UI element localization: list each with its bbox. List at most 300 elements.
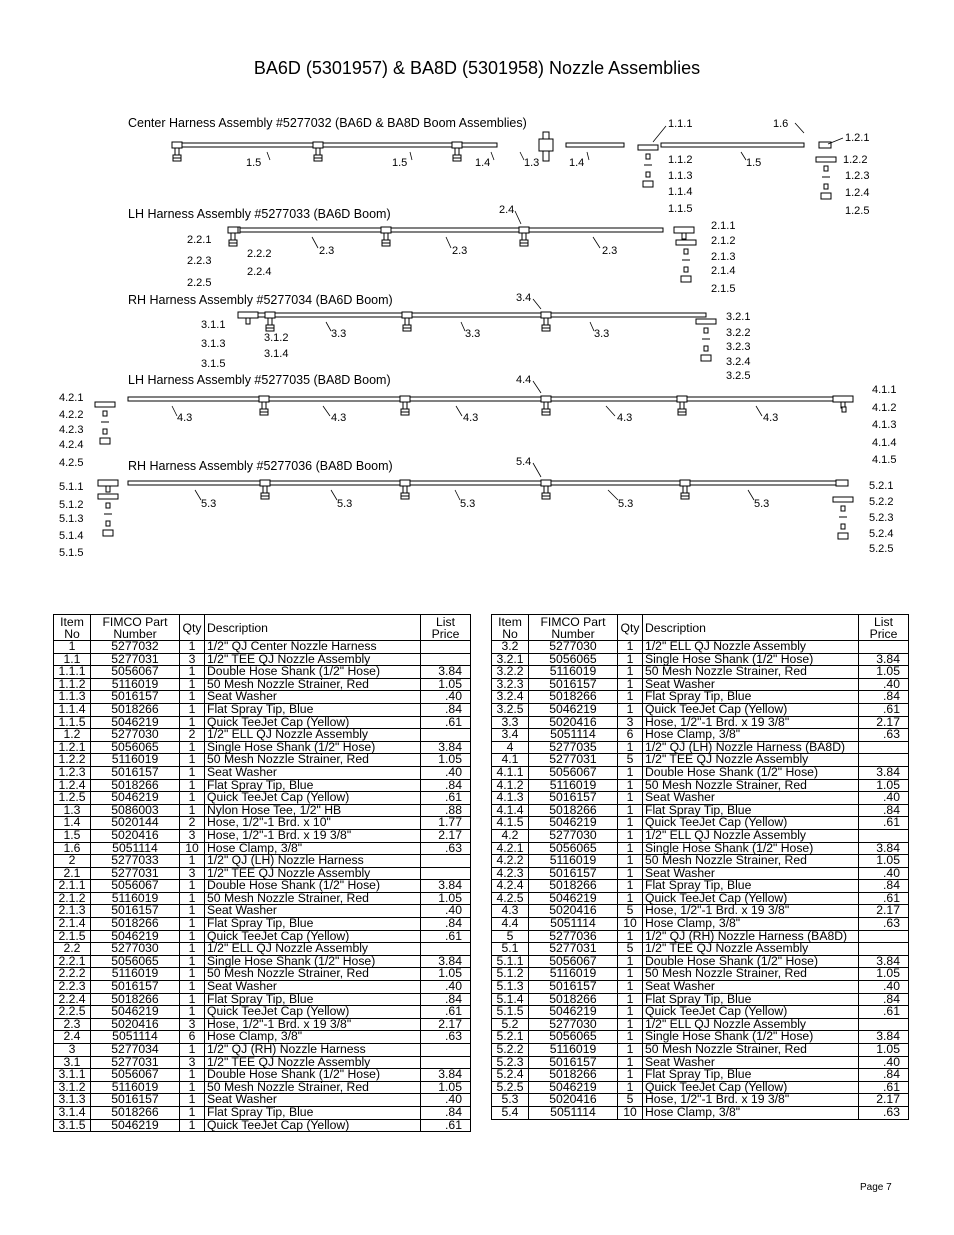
callout-4.3: 4.3	[763, 412, 779, 424]
cell-part-number: 5116019	[529, 666, 618, 679]
leader-line	[653, 126, 666, 142]
cell-list-price	[859, 829, 909, 842]
cell-description: 50 Mesh Nozzle Strainer, Red	[643, 855, 859, 868]
cell-part-number: 5018266	[91, 918, 180, 931]
callout-1.4: 1.4	[569, 157, 585, 169]
table-row	[492, 653, 909, 666]
cell-list-price: .40	[859, 678, 909, 691]
table-row	[492, 968, 909, 981]
cell-qty: 1	[618, 955, 643, 968]
callout-2.3: 2.3	[602, 245, 618, 257]
header-part-number: FIMCO Part Number	[91, 615, 180, 641]
callout-3.2.2: 3.2.2	[726, 327, 751, 339]
cell-description: 1/2" QJ Center Nozzle Harness	[205, 641, 421, 654]
cell-part-number: 5116019	[529, 1044, 618, 1057]
callout-1.2.5: 1.2.5	[845, 205, 870, 217]
table-row	[492, 804, 909, 817]
cell-description: Quick TeeJet Cap (Yellow)	[205, 792, 421, 805]
cell-part-number: 5116019	[529, 855, 618, 868]
cell-list-price: .61	[859, 1006, 909, 1019]
table-row	[492, 943, 909, 956]
cell-description: Seat Washer	[643, 867, 859, 880]
hose	[128, 481, 843, 485]
cell-item-no: 2.2.5	[54, 1006, 91, 1019]
cell-item-no: 4.2.5	[492, 892, 529, 905]
leader-line	[608, 490, 618, 500]
cell-list-price: .84	[421, 1106, 471, 1119]
cell-qty: 1	[180, 943, 205, 956]
cell-item-no: 5.1.2	[492, 968, 529, 981]
cell-part-number: 5018266	[91, 993, 180, 1006]
cell-qty: 10	[180, 842, 205, 855]
cell-qty: 1	[618, 666, 643, 679]
cell-list-price: .40	[859, 981, 909, 994]
cell-part-number: 5277033	[91, 855, 180, 868]
cell-part-number: 5018266	[529, 993, 618, 1006]
cell-item-no: 1.1	[54, 653, 91, 666]
table-row	[492, 678, 909, 691]
table-row	[492, 691, 909, 704]
header-description: Description	[205, 615, 421, 641]
callout-4.2.5: 4.2.5	[59, 457, 84, 469]
cell-part-number: 5046219	[529, 817, 618, 830]
cell-item-no: 3.2.5	[492, 703, 529, 716]
cell-description: 50 Mesh Nozzle Strainer, Red	[643, 968, 859, 981]
cell-description: Quick TeeJet Cap (Yellow)	[205, 930, 421, 943]
cell-description: Seat Washer	[205, 691, 421, 704]
callout-4.1.3: 4.1.3	[872, 419, 897, 431]
exploded-tip	[646, 172, 650, 177]
cell-description: 1/2" ELL QJ Nozzle Assembly	[205, 943, 421, 956]
callout-3.1.4: 3.1.4	[264, 348, 289, 360]
cell-item-no: 1.1.4	[54, 703, 91, 716]
cell-list-price: 1.05	[421, 678, 471, 691]
leader-line	[410, 152, 412, 160]
heading-lh-harness-ba8d: LH Harness Assembly #5277035 (BA8D Boom)	[128, 373, 391, 387]
callout-2.2.3: 2.2.3	[187, 255, 212, 267]
table-row	[492, 955, 909, 968]
callout-3.1.5: 3.1.5	[201, 358, 226, 370]
callout-4.1.1: 4.1.1	[872, 384, 897, 396]
cell-description: Flat Spray Tip, Blue	[205, 703, 421, 716]
nozzle-shank	[263, 486, 267, 493]
cell-qty: 1	[618, 842, 643, 855]
cell-item-no: 2.2.1	[54, 955, 91, 968]
tee-stem	[106, 486, 110, 492]
cell-list-price: 2.17	[859, 1094, 909, 1107]
callout-3.3: 3.3	[594, 328, 610, 340]
callout-1.5: 1.5	[746, 157, 762, 169]
callout-2.2.2: 2.2.2	[247, 248, 272, 260]
cell-list-price: .40	[421, 766, 471, 779]
cell-list-price: 2.17	[859, 716, 909, 729]
exploded-shank	[816, 157, 836, 162]
cell-list-price: 3.84	[859, 766, 909, 779]
nozzle-shank	[384, 233, 388, 240]
cell-list-price: 1.77	[421, 817, 471, 830]
table-row	[492, 1006, 909, 1019]
cell-item-no: 5.2.3	[492, 1056, 529, 1069]
cell-qty: 1	[180, 1081, 205, 1094]
callout-5.1.1: 5.1.1	[59, 481, 84, 493]
hose	[566, 143, 624, 147]
table-row	[492, 766, 909, 779]
exploded-cap	[701, 355, 711, 361]
cell-description: 50 Mesh Nozzle Strainer, Red	[205, 754, 421, 767]
cell-list-price: 2.17	[859, 905, 909, 918]
table-row	[54, 1044, 471, 1057]
cell-part-number: 5277030	[529, 829, 618, 842]
leader-line	[606, 406, 615, 416]
table-row	[492, 641, 909, 654]
cell-part-number: 5277031	[91, 1056, 180, 1069]
cell-part-number: 5056067	[91, 880, 180, 893]
cell-qty: 1	[618, 855, 643, 868]
cell-item-no: 3.1	[54, 1056, 91, 1069]
cell-description: Hose Clamp, 3/8"	[643, 918, 859, 931]
cell-list-price: .88	[421, 804, 471, 817]
callout-5.4: 5.4	[516, 456, 532, 468]
table-row	[54, 754, 471, 767]
exploded-cap	[643, 181, 653, 187]
cell-part-number: 5046219	[91, 930, 180, 943]
cell-qty: 1	[618, 993, 643, 1006]
cell-part-number: 5056067	[91, 666, 180, 679]
cell-part-number: 5116019	[529, 968, 618, 981]
cell-qty: 5	[618, 905, 643, 918]
callout-4.2.1: 4.2.1	[59, 392, 84, 404]
cell-part-number: 5277031	[91, 653, 180, 666]
cell-part-number: 5046219	[529, 703, 618, 716]
cell-item-no: 5.3	[492, 1094, 529, 1107]
callout-3.1.2: 3.1.2	[264, 332, 289, 344]
nozzle-shank	[405, 318, 409, 325]
header-item-no: Item No	[492, 615, 529, 641]
cell-description: Double Hose Shank (1/2" Hose)	[205, 1069, 421, 1082]
cell-list-price: .61	[421, 1006, 471, 1019]
cell-description: Flat Spray Tip, Blue	[643, 691, 859, 704]
cell-list-price: .40	[421, 1094, 471, 1107]
cell-qty: 1	[180, 905, 205, 918]
leader-line	[456, 406, 462, 416]
cell-item-no: 5.2.4	[492, 1069, 529, 1082]
cell-item-no: 5.1.4	[492, 993, 529, 1006]
cell-qty: 1	[618, 1006, 643, 1019]
cell-qty: 1	[180, 678, 205, 691]
cell-list-price: .63	[421, 842, 471, 855]
cell-description: Flat Spray Tip, Blue	[205, 993, 421, 1006]
cell-item-no: 2.3	[54, 1018, 91, 1031]
table-row	[492, 892, 909, 905]
table-row	[492, 716, 909, 729]
cell-list-price: .84	[421, 993, 471, 1006]
cell-item-no: 1.4	[54, 817, 91, 830]
cell-item-no: 4.1.2	[492, 779, 529, 792]
cell-description: Hose, 1/2"-1 Brd. x 19 3/8"	[205, 829, 421, 842]
cell-qty: 2	[180, 729, 205, 742]
cell-list-price	[859, 641, 909, 654]
cell-list-price: 1.05	[859, 779, 909, 792]
table-row	[492, 729, 909, 742]
cell-qty: 1	[618, 1044, 643, 1057]
exploded-cap	[838, 533, 848, 539]
cell-list-price: 2.17	[421, 829, 471, 842]
callout-1.2.4: 1.2.4	[845, 187, 870, 199]
cell-list-price: 3.84	[859, 955, 909, 968]
nylon-hose-tee	[539, 139, 553, 151]
leader-line	[756, 406, 762, 416]
cell-list-price	[421, 855, 471, 868]
table-row	[54, 867, 471, 880]
cell-part-number: 5277031	[91, 867, 180, 880]
cell-description: Hose Clamp, 3/8"	[643, 729, 859, 742]
callout-2.2.1: 2.2.1	[187, 234, 212, 246]
cell-list-price: .40	[421, 691, 471, 704]
cell-item-no: 1.2.5	[54, 792, 91, 805]
cell-part-number: 5018266	[529, 880, 618, 893]
exploded-strainer	[646, 154, 650, 159]
exploded-strainer	[841, 506, 845, 511]
exploded-tip	[841, 524, 845, 529]
exploded-shank	[833, 497, 853, 502]
cell-item-no: 1.1.3	[54, 691, 91, 704]
callout-1.2.3: 1.2.3	[845, 170, 870, 182]
cell-qty: 1	[180, 666, 205, 679]
cell-part-number: 5046219	[91, 716, 180, 729]
table-row	[492, 905, 909, 918]
cell-item-no: 2.4	[54, 1031, 91, 1044]
cell-qty: 1	[180, 892, 205, 905]
cell-part-number: 5020416	[529, 905, 618, 918]
callout-4.3: 4.3	[463, 412, 479, 424]
callout-4.1.4: 4.1.4	[872, 437, 897, 449]
table-row	[54, 943, 471, 956]
cell-part-number: 5016157	[91, 981, 180, 994]
leader-line	[533, 381, 541, 393]
cell-part-number: 5277030	[529, 641, 618, 654]
cell-item-no: 1.3	[54, 804, 91, 817]
cell-qty: 3	[180, 1056, 205, 1069]
cell-description: Hose, 1/2"-1 Brd. x 19 3/8"	[643, 1094, 859, 1107]
callout-4.1.5: 4.1.5	[872, 454, 897, 466]
cell-list-price	[859, 943, 909, 956]
callout-5.2.2: 5.2.2	[869, 496, 894, 508]
table-row	[492, 842, 909, 855]
table-row	[492, 703, 909, 716]
cell-description: 1/2" TEE QJ Nozzle Assembly	[205, 867, 421, 880]
cell-description: Hose Clamp, 3/8"	[205, 1031, 421, 1044]
cell-part-number: 5056067	[91, 1069, 180, 1082]
cell-list-price: .61	[421, 930, 471, 943]
callout-2.3: 2.3	[452, 245, 468, 257]
cell-description: 1/2" ELL QJ Nozzle Assembly	[643, 829, 859, 842]
cell-description: Hose, 1/2"-1 Brd. x 10"	[205, 817, 421, 830]
table-row	[492, 993, 909, 1006]
cell-item-no: 5	[492, 930, 529, 943]
cell-qty: 3	[180, 653, 205, 666]
table-row	[54, 666, 471, 679]
callout-2.2.4: 2.2.4	[247, 266, 272, 278]
nozzle-shank	[403, 486, 407, 493]
table-row	[54, 792, 471, 805]
cell-description: 1/2" TEE QJ Nozzle Assembly	[643, 943, 859, 956]
cell-description: Quick TeeJet Cap (Yellow)	[205, 1006, 421, 1019]
table-row	[54, 880, 471, 893]
cell-item-no: 4	[492, 741, 529, 754]
cell-description: Flat Spray Tip, Blue	[643, 1069, 859, 1082]
exploded-tip	[704, 346, 708, 351]
cell-part-number: 5277031	[529, 754, 618, 767]
nozzle-shank	[403, 402, 407, 409]
cell-item-no: 1.2.3	[54, 766, 91, 779]
cell-part-number: 5277030	[529, 1018, 618, 1031]
hose	[233, 228, 663, 232]
cell-part-number: 5018266	[91, 703, 180, 716]
cell-part-number: 5051114	[91, 1031, 180, 1044]
cell-qty: 1	[180, 1119, 205, 1132]
cell-description: Double Hose Shank (1/2" Hose)	[643, 766, 859, 779]
cell-part-number: 5116019	[529, 779, 618, 792]
exploded-strainer	[106, 503, 110, 508]
cell-item-no: 5.1.5	[492, 1006, 529, 1019]
cell-qty: 1	[618, 829, 643, 842]
cell-qty: 1	[618, 1069, 643, 1082]
cell-qty: 1	[180, 741, 205, 754]
cell-item-no: 2	[54, 855, 91, 868]
cell-description: Seat Washer	[643, 1056, 859, 1069]
cell-list-price: .40	[421, 981, 471, 994]
cell-description: 1/2" QJ (LH) Nozzle Harness (BA8D)	[643, 741, 859, 754]
cell-part-number: 5116019	[91, 754, 180, 767]
cell-qty: 1	[618, 792, 643, 805]
exploded-strainer	[842, 407, 846, 412]
cell-qty: 3	[180, 1018, 205, 1031]
cell-part-number: 5056067	[529, 766, 618, 779]
cell-part-number: 5051114	[529, 729, 618, 742]
cell-list-price: .61	[421, 792, 471, 805]
cell-item-no: 1	[54, 641, 91, 654]
callout-1.1.4: 1.1.4	[668, 186, 693, 198]
heading-rh-harness-ba8d: RH Harness Assembly #5277036 (BA8D Boom)	[128, 459, 393, 473]
table-header-row	[54, 615, 471, 641]
cell-description: 1/2" TEE QJ Nozzle Assembly	[205, 1056, 421, 1069]
cell-part-number: 5056065	[529, 1031, 618, 1044]
callout-2.3: 2.3	[319, 245, 335, 257]
exploded-strainer	[704, 328, 708, 333]
callout-5.2.3: 5.2.3	[869, 512, 894, 524]
table-row	[54, 1018, 471, 1031]
table-row	[492, 1056, 909, 1069]
leader-line	[446, 237, 451, 248]
cell-list-price: .84	[859, 993, 909, 1006]
table-row	[54, 729, 471, 742]
cell-item-no: 2.2	[54, 943, 91, 956]
table-row	[54, 691, 471, 704]
cell-list-price: 3.84	[421, 955, 471, 968]
callout-2.1.4: 2.1.4	[711, 265, 736, 277]
cell-qty: 1	[180, 1044, 205, 1057]
cell-qty: 1	[180, 1094, 205, 1107]
cell-qty: 1	[180, 779, 205, 792]
cell-item-no: 5.2.2	[492, 1044, 529, 1057]
cell-list-price: .61	[859, 1081, 909, 1094]
header-part-number: FIMCO Part Number	[529, 615, 618, 641]
cell-list-price: .84	[421, 703, 471, 716]
cell-part-number: 5277031	[529, 943, 618, 956]
callout-3.2.1: 3.2.1	[726, 311, 751, 323]
table-row	[54, 892, 471, 905]
nozzle-body	[541, 480, 551, 486]
cell-item-no: 5.2	[492, 1018, 529, 1031]
callout-2.2.5: 2.2.5	[187, 277, 212, 289]
cell-list-price	[421, 729, 471, 742]
cell-part-number: 5116019	[91, 968, 180, 981]
callout-1.1.3: 1.1.3	[668, 170, 693, 182]
cell-item-no: 4.1.3	[492, 792, 529, 805]
tee-stem	[246, 318, 250, 324]
cell-description: 1/2" QJ (LH) Nozzle Harness	[205, 855, 421, 868]
cell-part-number: 5046219	[91, 1119, 180, 1132]
table-row	[54, 918, 471, 931]
nozzle-shank	[544, 486, 548, 493]
cell-part-number: 5016157	[529, 981, 618, 994]
cell-description: Double Hose Shank (1/2" Hose)	[205, 880, 421, 893]
cell-qty: 1	[618, 641, 643, 654]
table-row	[492, 666, 909, 679]
table-row	[492, 1106, 909, 1119]
cell-qty: 3	[618, 716, 643, 729]
cell-list-price: .40	[859, 1056, 909, 1069]
cell-item-no: 5.2.5	[492, 1081, 529, 1094]
nozzle-shank	[316, 148, 320, 155]
leader-line	[312, 237, 318, 248]
cell-qty: 3	[180, 829, 205, 842]
callout-5.1.4: 5.1.4	[59, 530, 84, 542]
callout-5.2.1: 5.2.1	[869, 480, 894, 492]
cell-item-no: 1.1.1	[54, 666, 91, 679]
cell-description: 1/2" ELL QJ Nozzle Assembly	[643, 641, 859, 654]
cell-qty: 1	[618, 678, 643, 691]
exploded-cap	[103, 530, 113, 536]
cell-item-no: 3.2.4	[492, 691, 529, 704]
cell-part-number: 5020416	[91, 829, 180, 842]
cell-part-number: 5056065	[91, 741, 180, 754]
cell-list-price: 1.05	[859, 968, 909, 981]
table-row	[54, 703, 471, 716]
table-row	[54, 653, 471, 666]
leader-line	[593, 237, 600, 248]
cell-part-number: 5051114	[91, 842, 180, 855]
cell-part-number: 5016157	[91, 1094, 180, 1107]
header-description: Description	[643, 615, 859, 641]
table-row	[492, 918, 909, 931]
table-row	[54, 1094, 471, 1107]
cell-part-number: 5056067	[529, 955, 618, 968]
cell-part-number: 5046219	[529, 1006, 618, 1019]
cell-qty: 1	[618, 968, 643, 981]
cell-part-number: 5116019	[91, 1081, 180, 1094]
cell-item-no: 3.2	[492, 641, 529, 654]
cell-item-no: 2.2.2	[54, 968, 91, 981]
callout-2.1.5: 2.1.5	[711, 283, 736, 295]
cell-part-number: 5020416	[529, 716, 618, 729]
callout-1.4: 1.4	[475, 157, 491, 169]
cell-description: 50 Mesh Nozzle Strainer, Red	[643, 1044, 859, 1057]
table-row	[492, 1018, 909, 1031]
cell-item-no: 1.1.2	[54, 678, 91, 691]
exploded-shank	[696, 319, 716, 324]
cell-part-number: 5056065	[91, 955, 180, 968]
